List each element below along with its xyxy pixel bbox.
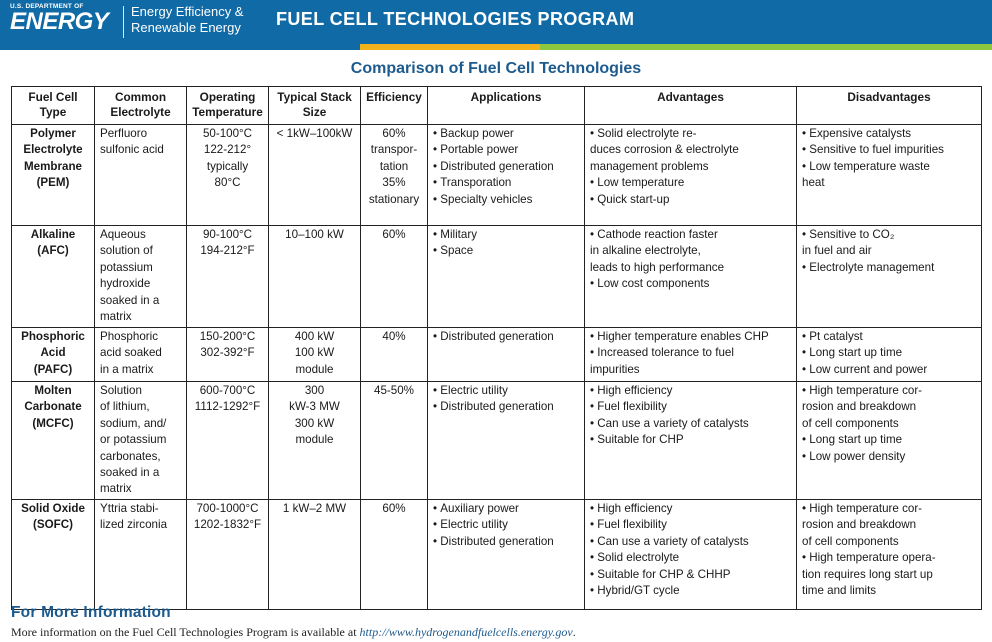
column-header <box>95 87 187 125</box>
list-item: • Auxiliary power <box>433 501 579 517</box>
stack-size-line: 300 kW <box>294 416 335 430</box>
electrolyte-line: matrix <box>100 310 132 324</box>
list-item: • High temperature cor- <box>802 501 976 517</box>
header-banner <box>0 0 992 44</box>
list-item: • Low current and power <box>802 362 976 378</box>
electrolyte <box>95 125 187 226</box>
list-item: rosion and breakdown <box>802 518 917 532</box>
efficiency <box>361 125 428 226</box>
column-header-line: Efficiency <box>366 90 422 104</box>
list-item: • Quick start-up <box>590 192 791 208</box>
electrolyte-line: acid soaked <box>100 346 162 360</box>
operating-temperature-line: 1202-1832°F <box>193 518 262 532</box>
advantages <box>585 226 797 328</box>
applications-list <box>433 501 579 550</box>
fuel-cell-type-line: (AFC) <box>37 244 69 258</box>
eere-label <box>131 4 243 36</box>
advantages <box>585 328 797 382</box>
electrolyte <box>95 382 187 500</box>
fuel-cell-type-line: Acid <box>40 346 66 360</box>
list-item: tion requires long start up <box>802 567 933 581</box>
electrolyte-line: soaked in a <box>100 293 160 307</box>
fuel-cell-type <box>12 226 95 328</box>
disadvantages <box>797 125 982 226</box>
disadvantages <box>797 328 982 382</box>
column-header <box>187 87 269 125</box>
efficiency-line: 45-50% <box>374 384 414 397</box>
fuel-cell-type-line: (SOFC) <box>33 518 73 532</box>
operating-temperature-line: 700-1000°C <box>196 502 259 515</box>
electrolyte-line: Aqueous <box>100 228 146 241</box>
table-row <box>12 226 982 328</box>
comparison-table <box>11 86 982 610</box>
column-header-line: Electrolyte <box>110 105 171 119</box>
eere-line-2: Renewable Energy <box>131 20 241 35</box>
efficiency-line: tation <box>379 159 409 173</box>
list-item: duces corrosion & electrolyte <box>590 143 739 157</box>
column-header-line: Fuel Cell <box>28 90 78 104</box>
doe-logo[interactable] <box>10 3 108 34</box>
efficiency <box>361 500 428 610</box>
disadvantages-list <box>802 126 976 192</box>
column-header <box>797 87 982 125</box>
column-header <box>12 87 95 125</box>
table-row <box>12 500 982 610</box>
advantages-list <box>590 126 791 208</box>
list-item: • High temperature cor- <box>802 383 976 399</box>
disadvantages <box>797 226 982 328</box>
efficiency <box>361 382 428 500</box>
list-item: • Specialty vehicles <box>433 192 579 208</box>
efficiency <box>361 226 428 328</box>
operating-temperature-line: 600-700°C <box>199 384 256 397</box>
electrolyte-line: in a matrix <box>100 362 154 376</box>
operating-temperature <box>187 226 269 328</box>
fuel-cell-type-line: Carbonate <box>24 400 82 414</box>
fuel-cell-type-line: Electrolyte <box>23 143 83 157</box>
disadvantages <box>797 500 982 610</box>
efficiency-line: 60% <box>382 228 406 241</box>
electrolyte-line: Solution <box>100 384 142 397</box>
electrolyte-line: or potassium <box>100 433 167 447</box>
disadvantages-list <box>802 501 976 599</box>
operating-temperature <box>187 500 269 610</box>
list-item: • Distributed generation <box>433 159 579 175</box>
operating-temperature-line: typically <box>206 159 249 173</box>
column-header-line: Operating <box>199 90 256 104</box>
list-item: • Sensitive to fuel impurities <box>802 142 976 158</box>
fuel-cell-type-line: (PEM) <box>36 176 70 190</box>
stack-size-line: 1 kW–2 MW <box>282 502 347 515</box>
stack-size <box>269 226 361 328</box>
list-item: • High efficiency <box>590 383 791 399</box>
stack-size <box>269 500 361 610</box>
efficiency <box>361 328 428 382</box>
advantages-list <box>590 501 791 599</box>
list-item: impurities <box>590 362 640 376</box>
electrolyte-line: Phosphoric <box>100 330 159 343</box>
advantages-list <box>590 383 791 449</box>
operating-temperature-line: 90-100°C <box>202 228 253 241</box>
applications <box>428 226 585 328</box>
column-header-line: Type <box>39 105 67 119</box>
electrolyte-line: carbonates, <box>100 449 161 463</box>
fuel-cell-type <box>12 382 95 500</box>
list-item: • Distributed generation <box>433 534 579 550</box>
operating-temperature-line: 302-392°F <box>200 346 255 360</box>
operating-temperature-line: 194-212°F <box>200 244 255 258</box>
column-header-line: Size <box>302 105 327 119</box>
efficiency-line: 35% <box>382 176 406 190</box>
column-header <box>361 87 428 125</box>
column-header-line: Disadvantages <box>847 90 931 104</box>
list-item: • Hybrid/GT cycle <box>590 583 791 599</box>
efficiency-line: 60% <box>382 502 406 515</box>
list-item: of cell components <box>802 416 899 430</box>
fuel-cell-type-line: (PAFC) <box>33 362 73 376</box>
column-header-line: Advantages <box>657 90 724 104</box>
applications-list <box>433 329 579 345</box>
column-header <box>269 87 361 125</box>
list-item: in fuel and air <box>802 244 872 258</box>
energy-wordmark: ENERGY <box>10 8 109 35</box>
more-info-heading: For More Information <box>11 604 171 621</box>
list-item: • Suitable for CHP & CHHP <box>590 567 791 583</box>
applications <box>428 382 585 500</box>
list-item: of cell components <box>802 534 899 548</box>
list-item: • Military <box>433 227 579 243</box>
applications <box>428 328 585 382</box>
list-item: • Pt catalyst <box>802 329 976 345</box>
electrolyte-line: hydroxide <box>100 277 151 291</box>
program-link[interactable]: http://www.hydrogenandfuelcells.energy.gov <box>359 625 573 639</box>
efficiency-line: stationary <box>368 192 420 206</box>
electrolyte <box>95 226 187 328</box>
electrolyte-line: sulfonic acid <box>100 143 164 157</box>
stack-size-line: 300 <box>304 384 325 397</box>
operating-temperature <box>187 125 269 226</box>
banner-stripe <box>0 44 992 50</box>
list-item: • Can use a variety of catalysts <box>590 534 791 550</box>
list-item: • Distributed generation <box>433 329 579 345</box>
list-item: • Can use a variety of catalysts <box>590 416 791 432</box>
electrolyte-line: Perfluoro <box>100 127 148 140</box>
stack-size-line: < 1kW–100kW <box>276 127 353 140</box>
list-item: • Low power density <box>802 449 976 465</box>
operating-temperature-line: 1112-1292°F <box>194 400 261 414</box>
column-header-line: Temperature <box>192 105 263 119</box>
efficiency-line: 40% <box>382 330 406 343</box>
more-info-period: . <box>572 625 576 639</box>
electrolyte-line: potassium <box>100 260 153 274</box>
page-title: Comparison of Fuel Cell Technologies <box>350 60 642 77</box>
list-item: • Increased tolerance to fuel <box>590 345 791 361</box>
list-item: management problems <box>590 159 709 173</box>
list-item: leads to high performance <box>590 260 725 274</box>
stack-size-line: 400 kW <box>294 330 335 343</box>
operating-temperature-line: 80°C <box>214 176 241 190</box>
disadvantages-list <box>802 227 976 276</box>
disadvantages <box>797 382 982 500</box>
electrolyte-line: solution of <box>100 244 153 258</box>
electrolyte-line: of lithium, <box>100 400 150 414</box>
electrolyte-line: lized zirconia <box>100 518 168 532</box>
operating-temperature-line: 50-100°C <box>202 127 253 140</box>
operating-temperature <box>187 382 269 500</box>
column-header <box>585 87 797 125</box>
disadvantages-list <box>802 383 976 465</box>
list-item: in alkaline electrolyte, <box>590 244 701 258</box>
fuel-cell-type <box>12 125 95 226</box>
fuel-cell-type <box>12 500 95 610</box>
table-body <box>12 125 982 610</box>
applications-list <box>433 383 579 416</box>
eere-line-1: Energy Efficiency & <box>131 4 244 19</box>
more-info-text <box>11 625 576 640</box>
list-item: • Long start up time <box>802 345 976 361</box>
applications <box>428 500 585 610</box>
applications <box>428 125 585 226</box>
fuel-cell-type <box>12 328 95 382</box>
table-row <box>12 382 982 500</box>
column-header-line: Applications <box>470 90 542 104</box>
program-title: FUEL CELL TECHNOLOGIES PROGRAM <box>276 9 635 29</box>
fuel-cell-type-line: Polymer <box>30 127 76 140</box>
applications-list <box>433 126 579 208</box>
list-item: • Portable power <box>433 142 579 158</box>
more-info-sentence: More information on the Fuel Cell Technologies Program is available at <box>11 625 360 639</box>
table-row <box>12 328 982 382</box>
stack-size <box>269 125 361 226</box>
list-item: • Sensitive to CO₂ <box>802 227 976 243</box>
applications-list <box>433 227 579 260</box>
fuel-cell-type-line: (MCFC) <box>32 416 74 430</box>
stack-size <box>269 382 361 500</box>
electrolyte-line: matrix <box>100 482 132 496</box>
list-item: • High temperature opera- <box>802 550 976 566</box>
operating-temperature <box>187 328 269 382</box>
list-item: • Distributed generation <box>433 399 579 415</box>
list-item: • Solid electrolyte re- <box>590 126 791 142</box>
fuel-cell-type-line: Phosphoric <box>21 330 85 343</box>
electrolyte <box>95 328 187 382</box>
fuel-cell-type-line: Solid Oxide <box>21 502 85 515</box>
advantages <box>585 125 797 226</box>
electrolyte-line: Yttria stabi- <box>100 502 159 515</box>
column-header-line: Common <box>114 90 167 104</box>
list-item: • Transporation <box>433 175 579 191</box>
list-item: • Suitable for CHP <box>590 432 791 448</box>
stack-size-line: 10–100 kW <box>285 228 344 241</box>
electrolyte-line: soaked in a <box>100 466 160 480</box>
table-header-row <box>12 87 982 125</box>
list-item: • Long start up time <box>802 432 976 448</box>
stack-size-line: module <box>295 362 334 376</box>
logo-divider <box>123 6 124 38</box>
list-item: • High efficiency <box>590 501 791 517</box>
list-item: rosion and breakdown <box>802 400 917 414</box>
list-item: • Space <box>433 243 579 259</box>
list-item: • Electric utility <box>433 517 579 533</box>
efficiency-line: 60% <box>382 127 406 140</box>
fuel-cell-type-line: Molten <box>34 384 72 397</box>
operating-temperature-line: 122-212° <box>203 143 252 157</box>
fuel-cell-type-line: Alkaline <box>30 228 76 241</box>
list-item: • Low temperature <box>590 175 791 191</box>
efficiency-line: transpor- <box>370 143 418 157</box>
list-item: • Electrolyte management <box>802 260 976 276</box>
list-item: • Electric utility <box>433 383 579 399</box>
list-item: • Higher temperature enables CHP <box>590 329 791 345</box>
list-item: • Expensive catalysts <box>802 126 976 142</box>
advantages-list <box>590 227 791 293</box>
electrolyte-line: sodium, and/ <box>100 416 167 430</box>
advantages-list <box>590 329 791 378</box>
doe-label: U.S. DEPARTMENT OF <box>10 3 84 10</box>
disadvantages-list <box>802 329 976 378</box>
stack-size-line: module <box>295 433 334 447</box>
list-item: heat <box>802 176 825 190</box>
list-item: • Backup power <box>433 126 579 142</box>
list-item: time and limits <box>802 584 877 598</box>
stack-size-line: 100 kW <box>294 346 335 360</box>
list-item: • Low temperature waste <box>802 159 976 175</box>
advantages <box>585 500 797 610</box>
stack-size-line: kW-3 MW <box>289 400 340 414</box>
list-item: • Cathode reaction faster <box>590 227 791 243</box>
list-item: • Fuel flexibility <box>590 517 791 533</box>
electrolyte <box>95 500 187 610</box>
stack-size <box>269 328 361 382</box>
column-header-line: Typical Stack <box>277 90 352 104</box>
list-item: • Fuel flexibility <box>590 399 791 415</box>
table-row <box>12 125 982 226</box>
operating-temperature-line: 150-200°C <box>199 330 256 343</box>
list-item: • Solid electrolyte <box>590 550 791 566</box>
fuel-cell-type-line: Membrane <box>24 159 82 173</box>
column-header <box>428 87 585 125</box>
list-item: • Low cost components <box>590 276 791 292</box>
advantages <box>585 382 797 500</box>
